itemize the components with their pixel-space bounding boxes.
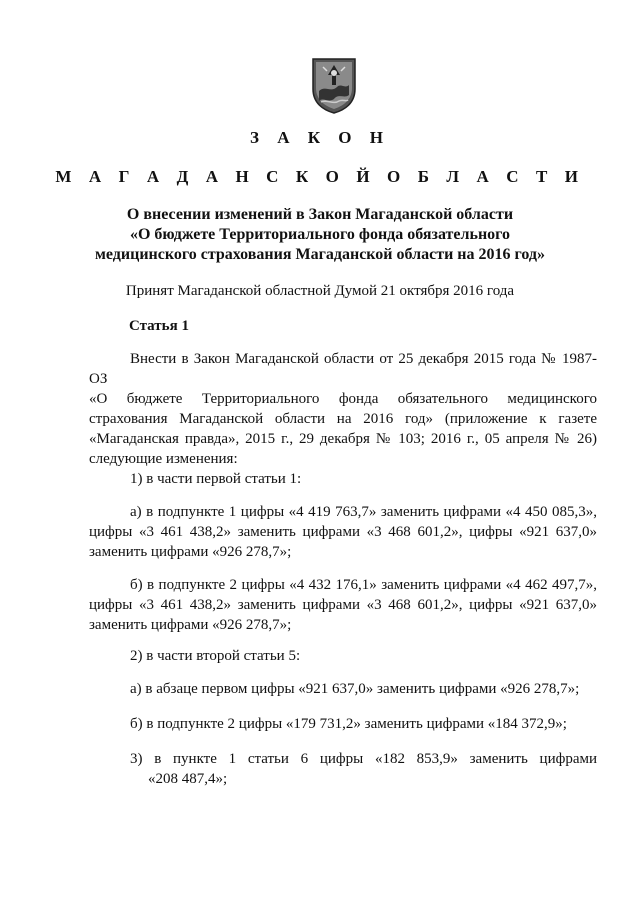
heading-line: О внесении изменений в Закон Магаданской области xyxy=(126,206,514,223)
intro-paragraph xyxy=(89,349,597,469)
text-line: а) в подпункте 1 цифры «4 419 763,7» заменить цифрами «4 450 085,3», xyxy=(130,504,597,520)
text-line: ОЗ xyxy=(89,371,108,387)
heading-line: медицинского страхования Магаданской области на 2016 год» xyxy=(95,246,545,263)
text-line: цифры «3 461 438,2» заменить цифрами «3 468 601,2», цифры «921 637,0» xyxy=(89,597,597,613)
text-line: «208 487,4»; xyxy=(148,771,228,787)
heading-line: «О бюджете Территориального фонда обязательного xyxy=(129,226,511,243)
text-line: цифры «3 461 438,2» заменить цифрами «3 468 601,2», цифры «921 637,0» xyxy=(89,524,597,540)
text-line: страхования Магаданской области на 2016 год» (приложение к газете xyxy=(89,411,597,427)
text-line: 2) в части второй статьи 5: xyxy=(130,648,301,664)
item-3 xyxy=(89,749,597,789)
law-heading xyxy=(60,205,580,265)
text-line: «Магаданская правда», 2015 г., 29 декабря № 103; 2016 г., 05 апреля № 26) xyxy=(89,431,597,447)
text-line: заменить цифрами «926 278,7»; xyxy=(89,544,292,560)
text-line: 3) в пункте 1 статьи 6 цифры «182 853,9» заменить цифрами xyxy=(130,751,597,767)
text-line: следующие изменения: xyxy=(89,451,238,467)
document-title: З А К О Н xyxy=(249,128,391,147)
item-2 xyxy=(89,646,597,666)
text-line: 1) в части первой статьи 1: xyxy=(130,471,302,487)
coat-of-arms-emblem xyxy=(309,55,359,115)
text-line: б) в подпункте 2 цифры «179 731,2» заменить цифрами «184 372,9»; xyxy=(130,716,567,732)
item-2a xyxy=(89,679,597,699)
item-1 xyxy=(89,469,597,489)
item-2b xyxy=(89,714,597,734)
text-line: а) в абзаце первом цифры «921 637,0» заменить цифрами «926 278,7»; xyxy=(130,681,580,697)
text-line: б) в подпункте 2 цифры «4 432 176,1» заменить цифрами «4 462 497,7», xyxy=(130,577,597,593)
document-region: М А Г А Д А Н С К О Й О Б Л А С Т И xyxy=(55,167,585,186)
article-label: Статья 1 xyxy=(129,318,189,334)
item-1b xyxy=(89,575,597,635)
item-1a xyxy=(89,502,597,562)
text-line: заменить цифрами «926 278,7»; xyxy=(89,617,292,633)
text-line: Внести в Закон Магаданской области от 25 декабря 2015 года № 1987- xyxy=(130,351,597,367)
adoption-note: Принят Магаданской областной Думой 21 октября 2016 года xyxy=(125,283,515,299)
text-line: «О бюджете Территориального фонда обязательного медицинского xyxy=(89,391,597,407)
